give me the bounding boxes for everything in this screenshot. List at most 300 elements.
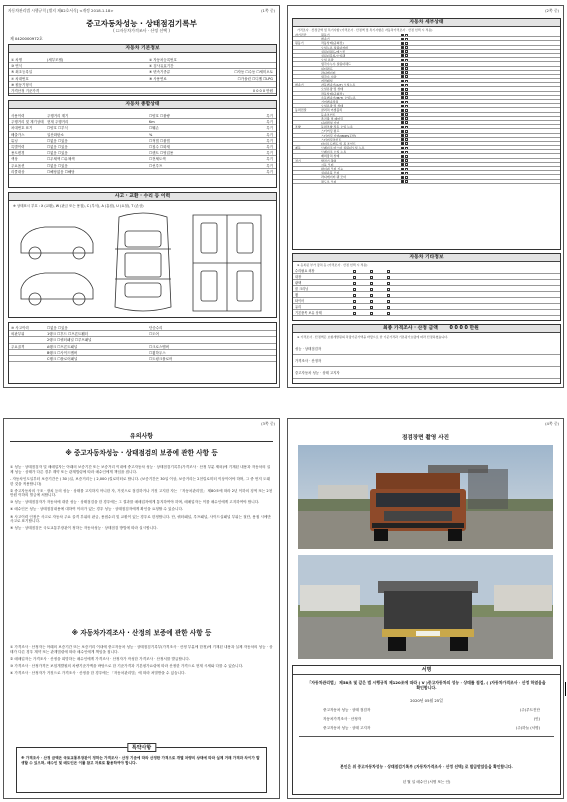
notice-paragraph: ① 성능 · 상태점검자 및 매매업자는 아래의 보증기간 또는 보증거리 이내에 중고자동차 성능 · 상태점검기록부(가격조사 · 산정 부분 제외)에 기재된 내용과 자동차의 실제 성능 · 상태가 다른 경우 계약 또는 관계법령에 따라 매수인에게 책임을 집니다. (10, 465, 271, 474)
option-checkbox (370, 312, 373, 315)
row-label: ⑦ 차대번호 (11, 76, 29, 81)
detail-item-label: 작동상태(공회전) (321, 41, 344, 46)
detail-item-label: 실내송풍 모터 (321, 171, 340, 176)
other-info-grid (293, 268, 560, 316)
detail-group-label: 자기진단 (295, 33, 307, 37)
row-value: ☐양호 ☐부식 (47, 126, 68, 131)
good-checkbox (401, 163, 404, 166)
row-option: ☐전체도색 (149, 157, 166, 162)
option-checkbox (353, 282, 356, 285)
detail-item-label: 추진축 및 베어링 (321, 116, 344, 121)
row-label: ⑤ 최초등록일 (11, 70, 33, 75)
other-info-label: 룸 크리닝 (295, 287, 309, 291)
row-option: ☐트렁크플로어 (149, 356, 173, 361)
row-label: ⑨ 원동기형식 (11, 82, 33, 87)
special-terms-box (16, 747, 267, 793)
signatory-label: 가격조사 · 산정자 (295, 359, 322, 363)
final-price-section (292, 324, 561, 384)
left-side-car-bottom (21, 273, 93, 299)
option-checkbox (353, 312, 356, 315)
detail-item-label: 라디에이터 (321, 70, 336, 75)
notice-paragraph: ⑥ 성능 · 상태점검은 국토교통부장관이 정하는 자동차성능 · 상태점검 방법에 따라 실시합니다. (10, 526, 158, 531)
row-option: % (149, 132, 153, 137)
bad-checkbox (405, 92, 408, 95)
other-info-label: 타이어 (295, 299, 305, 303)
detail-item-label: 동력조향 작동 오일 누유 (321, 125, 353, 130)
repair-history-grid (9, 325, 276, 362)
good-checkbox (401, 134, 404, 137)
detail-item-label: 작동상태(공회전) (321, 91, 344, 96)
document-subtitle: ( ☐자동차가격조사 · 산정 선택 ) (113, 28, 170, 33)
receipt-signature-line: 년 월 일 매수인 (서명 또는 인) (402, 780, 451, 784)
row-option: ☐선루프 (149, 163, 163, 168)
overall-status-grid (9, 113, 276, 175)
signature-role: 중고자동차 성능 · 상태 점검자 (323, 708, 371, 712)
good-checkbox (401, 121, 404, 124)
good-checkbox (401, 147, 404, 150)
row-label: 용도변경 (11, 151, 25, 156)
other-info-label: 휠 (295, 293, 299, 297)
signatory-row (293, 343, 560, 355)
detail-row (293, 180, 560, 184)
row-label: 사용이력 (11, 114, 25, 118)
page-number: (4쪽 중) (545, 421, 559, 426)
row-option: ⑥ 변속기종류 (149, 70, 171, 75)
page-number: (2쪽 중) (545, 8, 559, 13)
option-checkbox (387, 288, 390, 291)
bad-checkbox (405, 54, 408, 57)
status-checkboxes (401, 180, 409, 184)
option-checkbox (387, 282, 390, 285)
row-label: 색상 (11, 157, 18, 162)
detail-item-label: 발전기 출력 (321, 158, 337, 163)
final-price-title: 최종 가격조사 · 산정 금액 (383, 326, 438, 331)
bad-checkbox (405, 147, 408, 150)
page-header (8, 421, 275, 429)
row-label: 주행거리 및 계기상태 (11, 120, 44, 125)
option-checkbox (387, 312, 390, 315)
performance-record-page-2 (287, 5, 564, 388)
signature-section (292, 665, 561, 795)
detail-item-label: 등속조인트 (321, 112, 336, 117)
good-checkbox (401, 168, 404, 171)
detail-status-note: 가격조사 · 산정금액 및 특기사항 (가격조사 · 산정액 및 특기사항은 자동차가격조사 · 산정 선택 시 적용) (297, 28, 433, 32)
option-checkbox (353, 300, 356, 303)
row-note: ☐자동 ☐수동 ☐세미오토 (234, 70, 273, 75)
detail-item-label: 오일유량 및 상태 (321, 87, 344, 92)
detail-item-label: 배력장치 상태 (321, 154, 340, 159)
row-option: ☐크로스멤버 (149, 344, 170, 349)
accident-history-section (8, 192, 277, 318)
detail-item-label: 브레이크 오일 누유 (321, 150, 347, 155)
bad-checkbox (405, 117, 408, 120)
basic-info-section (8, 44, 277, 96)
good-checkbox (401, 88, 404, 91)
detail-item-label: 스티어링조인트 (321, 137, 342, 142)
bad-checkbox (405, 180, 408, 183)
document-number: 제 0420000972호 (10, 36, 43, 41)
detail-group-label: 원동기 (295, 41, 304, 46)
row-note: ☐가솔린 ☐디젤 ☐LPG (237, 76, 273, 81)
row-value: 주행거리 계기 (47, 114, 69, 118)
row-note: 특기 (266, 114, 273, 118)
other-info-row (293, 310, 560, 316)
bad-checkbox (405, 151, 408, 154)
detail-item-label: 커먼레일 (321, 79, 333, 84)
row-value: ☐해당없음 ☐해당 (47, 169, 75, 174)
row-option: ☐양호 ☐불량 (149, 114, 170, 118)
bad-checkbox (405, 134, 408, 137)
bad-checkbox (405, 63, 408, 66)
detail-group-label: 조향 (295, 125, 301, 130)
price-warranty-text (10, 645, 273, 739)
detail-item-label: 원동기 (321, 33, 330, 37)
page-header (8, 8, 275, 16)
row-option: ⑧ 사용연료 (149, 76, 167, 81)
option-checkbox (353, 288, 356, 291)
final-price-value: 0 0 0 0 만원 (449, 326, 479, 331)
detail-item-label: 냉각수누수 실린더헤드 (321, 62, 351, 67)
bad-checkbox (405, 163, 408, 166)
signature-row (323, 715, 540, 724)
detail-status-grid (293, 33, 560, 184)
inspection-photo-rear (298, 555, 553, 659)
detail-item-label: 디퍼렌셜 기어 (321, 120, 340, 125)
row-value: 현재 주행거리 (47, 120, 69, 125)
good-checkbox (401, 67, 404, 70)
notice-paragraph: ④ 가격조사 · 산정자가 거짓으로 가격조사 · 산정을 한 경우에는 「자동차관리법」에 따라 처벌받을 수 있습니다. (10, 670, 186, 675)
page-header (292, 8, 559, 16)
bad-checkbox (405, 80, 408, 83)
performance-warranty-title: ※ 중고자동차성능 · 상태점검의 보증에 관한 사항 등 (65, 449, 218, 457)
detail-item-label: 와이퍼 모터 기능 (321, 167, 344, 171)
other-info-label: 기본품목 보유 상태 (295, 311, 322, 315)
bad-checkbox (405, 138, 408, 141)
bad-checkbox (405, 168, 408, 171)
signature-role: 자동차가격조사 · 산정자 (323, 717, 362, 721)
notice-paragraph: ② 중고자동차의 구조 · 장치 등의 성능 · 상태를 고지하지 아니한 자, 거짓으로 점검하거나 거짓 고지한 자는 「자동차관리법」 제80조에 따라 2년 이하의 징역 또는 2천만원 이하의 벌금에 처합니다. (10, 488, 273, 498)
basic-info-grid (9, 57, 276, 94)
option-checkbox (370, 288, 373, 291)
signature-date: 2020년 05월 25일 (410, 698, 443, 703)
row-label: 주요옵션 (11, 163, 25, 168)
bad-checkbox (405, 113, 408, 116)
bad-checkbox (405, 121, 408, 124)
detail-item-label: 실린더헤드/개스킷 (321, 49, 346, 54)
accident-symbol-legend: ※ 상태표시 부호 : X (교환), W (판금 또는 용접), C (부식), A (흠집), U (요철), T (손상) (13, 204, 144, 208)
signature-title: 서명 (293, 666, 560, 675)
bad-checkbox (405, 101, 408, 104)
detail-item-label: 워터펌프 (321, 66, 333, 71)
row-label: 주요골격 (11, 344, 25, 349)
option-checkbox (387, 276, 390, 279)
good-checkbox (401, 126, 404, 129)
detail-item-label: 스티어링 기어(MDPS포함) (321, 133, 357, 138)
top-view-body (115, 213, 171, 311)
option-checkbox (387, 306, 390, 309)
detail-item-label: 변속기 (321, 37, 330, 42)
good-checkbox (401, 113, 404, 116)
row-option: ☐도어 (149, 332, 159, 337)
row-value: ☐없음 ☐있음 (47, 163, 68, 168)
good-checkbox (401, 151, 404, 154)
row-option: Km (149, 120, 155, 125)
bad-checkbox (405, 46, 408, 49)
row-note: 0 0 0 0 만원 (252, 88, 273, 93)
price-warranty-title: ※ 자동차가격조사 · 산정의 보증에 관한 사항 등 (71, 629, 212, 637)
special-terms-title: 특약사항 (127, 743, 156, 752)
row-value: ☐없음 ☐있음 (47, 138, 68, 143)
row-value: 일산화탄소 (47, 132, 64, 137)
bad-checkbox (405, 130, 408, 133)
bad-checkbox (405, 159, 408, 162)
row-note: 특기 (266, 132, 273, 137)
good-checkbox (401, 101, 404, 104)
signature-row (323, 706, 540, 715)
bad-checkbox (405, 38, 408, 41)
good-checkbox (401, 176, 404, 179)
row-note: 특기 (266, 169, 273, 174)
bad-checkbox (405, 42, 408, 45)
row-value: ☐없음 ☐있음 (47, 144, 68, 149)
good-checkbox (401, 142, 404, 145)
other-info-note: ※ 등록된 부가 장치 등 (가격조사 · 산정 선택 시 적용) (297, 263, 368, 267)
bad-checkbox (405, 84, 408, 87)
good-checkbox (401, 38, 404, 41)
notice-paragraph: ④ 매수인은 성능 · 상태점검내용에 대하여 이의가 있는 경우 성능 · 상태점검자에게 확인을 요청할 수 있습니다. (10, 507, 184, 512)
good-checkbox (401, 75, 404, 78)
row-label: ① 차명 (11, 58, 23, 62)
option-checkbox (387, 300, 390, 303)
row-label: 가격산정 기준가격 (11, 88, 40, 93)
notice-paragraph: ⑤ 사고이력 인정은 사고로 자동차 주요 골격 부위의 판금, 용접수리 및 교환이 있는 경우로 한정합니다. 단, 쿼터패널, 루프패널, 사이드실패널 부위는 절단, 용접 시에만 사고로 표기합니다. (10, 514, 271, 524)
good-checkbox (401, 138, 404, 141)
signatory-row (293, 355, 560, 367)
form-reference: 자동차관리법 시행규칙 [별지 제82호서식] <개정 2018.1.18> (8, 8, 114, 13)
signature-name: (주)하늘 (서명) (515, 726, 540, 730)
detail-group-label: 변속기 (295, 83, 304, 88)
page-number: (1쪽 중) (261, 8, 275, 13)
overall-status-section (8, 100, 277, 188)
row-value: 2랭크 ☐쿼터패널 ☐루프패널 (47, 338, 92, 343)
good-checkbox (401, 42, 404, 45)
notice-paragraph: ③ 성능 · 상태점검자가 자동차에 대한 성능 · 상태점검을 한 경우에는 그 결과를 매매업자에게 통지하여야 하며, 매매업자는 이를 매수인에게 고지하여야 합니다. (10, 500, 260, 505)
row-option: ☐휠하우스 (149, 350, 166, 355)
detail-item-label: 오일유량 및 상태 (321, 104, 344, 109)
table-row (9, 88, 276, 94)
row-note: 특기 (266, 144, 273, 149)
row-option: ☐훼손 (149, 126, 159, 131)
option-checkbox (353, 306, 356, 309)
detail-item-label: 윈도우 모터 (321, 179, 337, 184)
good-checkbox (401, 63, 404, 66)
good-checkbox (401, 109, 404, 112)
option-checkbox (387, 294, 390, 297)
detail-item-label: 냉각수 수량 (321, 74, 337, 79)
good-checkbox (401, 92, 404, 95)
signature-role: 중고자동차 성능 · 상태 고지자 (323, 726, 371, 730)
detail-item-label: 타이로드엔드 및 볼 조인트 (321, 141, 356, 146)
notice-paragraph: ② 매매업자는 가격조사 · 산정을 희망하는 매수인에게 가격조사 · 산정자가 작성한 가격조사 · 산정서를 발급합니다. (10, 656, 191, 661)
row-option: 단순수리 (149, 326, 163, 330)
good-checkbox (401, 180, 404, 183)
receipt-statement: 본인은 위 중고자동차성능 · 상태점검기록부 [자동차가격조사 · 산정 선택] 로 발급받았음을 확인합니다. (340, 764, 513, 769)
row-value: (세부모델) (47, 58, 64, 62)
notice-title: 유의사항 (129, 433, 154, 440)
good-checkbox (401, 80, 404, 83)
overall-status-title: 자동차 종합상태 (9, 101, 276, 109)
inspection-photo-front (298, 445, 553, 549)
option-checkboxes (353, 310, 404, 316)
option-checkbox (370, 306, 373, 309)
bad-checkbox (405, 155, 408, 158)
scroll-indicator (565, 682, 567, 696)
document-title: 중고자동차성능 · 상태점검기록부 (86, 19, 197, 28)
signature-name: (주)루트진단 (519, 708, 540, 712)
bad-checkbox (405, 59, 408, 62)
bad-checkbox (405, 142, 408, 145)
row-value: C랭크 ☐플로어패널 (47, 356, 78, 361)
bad-checkbox (405, 172, 408, 175)
row-option: ☐적법 ☐불법 (149, 138, 170, 143)
accident-history-title: 사고 · 교환 · 수리 등 이력 (9, 193, 276, 201)
row-option: ☐침수 ☐화재 (149, 144, 170, 149)
row-option: ④ 검사유효기간 (149, 64, 174, 69)
bad-checkbox (405, 50, 408, 53)
good-checkbox (401, 71, 404, 74)
page-header (292, 421, 559, 429)
detail-group-label: 제동 (295, 146, 301, 151)
detail-item-label: 클러치 어셈블리 (321, 108, 343, 113)
row-label: 리콜대상 (11, 169, 25, 174)
vehicle-diagram (15, 209, 272, 317)
row-label: 차대번호 표기 (11, 126, 33, 131)
left-side-car-top (21, 227, 93, 253)
signature-row (323, 724, 540, 733)
row-label: 특별이력 (11, 144, 25, 149)
detail-group-label: 동력전달 (295, 108, 307, 113)
row-note: 특기 (266, 151, 273, 156)
other-info-label: 광택 (295, 281, 302, 285)
row-note: 특기 (266, 138, 273, 143)
performance-warranty-text (10, 465, 273, 625)
detail-item-label: 시동 모터 (321, 162, 334, 167)
detail-item-label: 실린더블록/오일팬 (321, 53, 346, 58)
detail-item-label: 라디에이터 팬 모터 (321, 175, 347, 180)
good-checkbox (401, 50, 404, 53)
signatory-label: 성능 · 상태점검자 (295, 347, 322, 351)
signatory-row (293, 367, 560, 379)
good-checkbox (401, 34, 404, 37)
photo-section-title: 점검장면 촬영 사진 (401, 435, 450, 441)
row-value: A랭크 ☐프론트패널 (47, 344, 78, 349)
detail-item-label: 오일 유량 (321, 58, 334, 63)
detail-status-section (292, 18, 561, 250)
other-info-label: 수리필요 외장 (295, 269, 315, 273)
notice-page (3, 418, 280, 799)
option-checkbox (370, 270, 373, 273)
signatory-grid (293, 343, 560, 379)
good-checkbox (401, 46, 404, 49)
good-checkbox (401, 130, 404, 133)
row-value: ☐없음 ☐있음 (47, 326, 68, 330)
row-label: 외판부위 (11, 332, 25, 337)
row-value: ☐무채색 ☐유채색 (47, 157, 75, 162)
row-note: 특기 (266, 120, 273, 125)
good-checkbox (401, 159, 404, 162)
row-value: ☐없음 ☐있음 (47, 151, 68, 156)
detail-item-label: 오일누유 실린더커버 (321, 45, 349, 50)
row-label: ③ 연식 (11, 64, 23, 69)
table-row (9, 356, 276, 362)
bad-checkbox (405, 71, 408, 74)
good-checkbox (401, 84, 404, 87)
detail-item-label: 수동변속기(M/T) 오일누유 (321, 95, 356, 100)
signature-statement: 「자동차관리법」 제58조 및 같은 법 시행규칙 제120조에 따라 ( V )중고자동차의 성능 · 상태를 점검, ( )자동차가격조사 · 산정 하였음을 확인합니다. (307, 680, 546, 691)
row-option: ☐렌트 ☐영업용 (149, 151, 174, 156)
page-number: (3쪽 중) (261, 421, 275, 426)
row-label: 배출가스 (11, 132, 25, 137)
bad-checkbox (405, 34, 408, 37)
detail-item-label: 자동변속기(A/T) 오일누유 (321, 83, 356, 88)
option-checkbox (353, 294, 356, 297)
signatory-label: 중고자동차 성능 · 상태 고지자 (295, 371, 340, 375)
option-checkbox (353, 270, 356, 273)
bad-checkbox (405, 176, 408, 179)
other-info-label: 내장 (295, 275, 302, 279)
option-checkbox (370, 276, 373, 279)
row-value: 1랭크 ☐후드 ☐프론트휀더 (47, 332, 89, 337)
photo-signature-page (287, 418, 564, 799)
notice-paragraph: - 자동차인도일부터 보증기간은 ( 30 )일, 보증거리는 ( 2,000 )킬로미터로 합니다. (보증기간은 30일 이상, 보증거리는 2천킬로미터 이상이어야 하며, 그 중 먼저 도래한 것을 적용합니다) (10, 476, 270, 486)
bad-checkbox (405, 88, 408, 91)
option-checkbox (353, 276, 356, 279)
basic-info-title: 자동차 기본정보 (9, 45, 276, 53)
detail-group-label: 전기 (295, 158, 301, 163)
row-label: ⑩ 사고이력 (11, 326, 29, 330)
option-checkbox (370, 300, 373, 303)
repair-history-section (8, 322, 277, 384)
bad-checkbox (405, 75, 408, 78)
detail-status-title: 자동차 세부상태 (293, 19, 560, 27)
detail-item-label: 브레이크 마스터 실린더오일 누유 (321, 146, 365, 151)
option-checkbox (370, 282, 373, 285)
signature-name: (인) (533, 717, 540, 721)
special-terms-text: ※ 가격조사 · 산정 금액은 국토교통부장관이 정하는 가격조사 · 산정 기준에 따라 산정한 가격으로 개별 차량의 상태에 따라 실제 거래 가격과 차이가 발생할 수 있으며, 매수인 및 매도인은 이를 참고 자료로 활용하여야 합니다. (21, 756, 260, 765)
good-checkbox (401, 59, 404, 62)
good-checkbox (401, 105, 404, 108)
final-price-note: ※ 가격조사 · 산정액은 보험개발원의 차량기준가액을 바탕으로 한 기준가격과 기본평가요령에 따라 산정하였습니다. (297, 335, 449, 339)
signatory-list (323, 706, 540, 733)
bad-checkbox (405, 105, 408, 108)
good-checkbox (401, 155, 404, 158)
option-checkbox (370, 294, 373, 297)
notice-paragraph: ① 가격조사 · 산정자는 아래의 보증기간 또는 보증거리 이내에 중고자동차 성능 · 상태점검기록부(가격조사 · 산정 부분에 한정)에 기재된 내용과 실제 자동차의 성능 · 상태가 다른 경우 계약 또는 관계법령에 따라 매수인에게 책임을 집니다. (10, 645, 273, 654)
row-option: ② 자동차등록번호 (149, 58, 177, 62)
row-label: 튜닝 (11, 138, 18, 143)
performance-record-page-1 (3, 5, 280, 388)
row-value: B랭크 ☐사이드멤버 (47, 350, 78, 355)
detail-item-label: 기어변속장치 (321, 100, 339, 104)
other-info-title: 자동차 기타정보 (293, 254, 560, 262)
good-checkbox (401, 54, 404, 57)
other-info-section (292, 253, 561, 321)
other-info-label: 유리 (295, 305, 302, 309)
option-checkbox (387, 270, 390, 273)
good-checkbox (401, 117, 404, 120)
bad-checkbox (405, 109, 408, 112)
row-note: 특기 (266, 126, 273, 131)
